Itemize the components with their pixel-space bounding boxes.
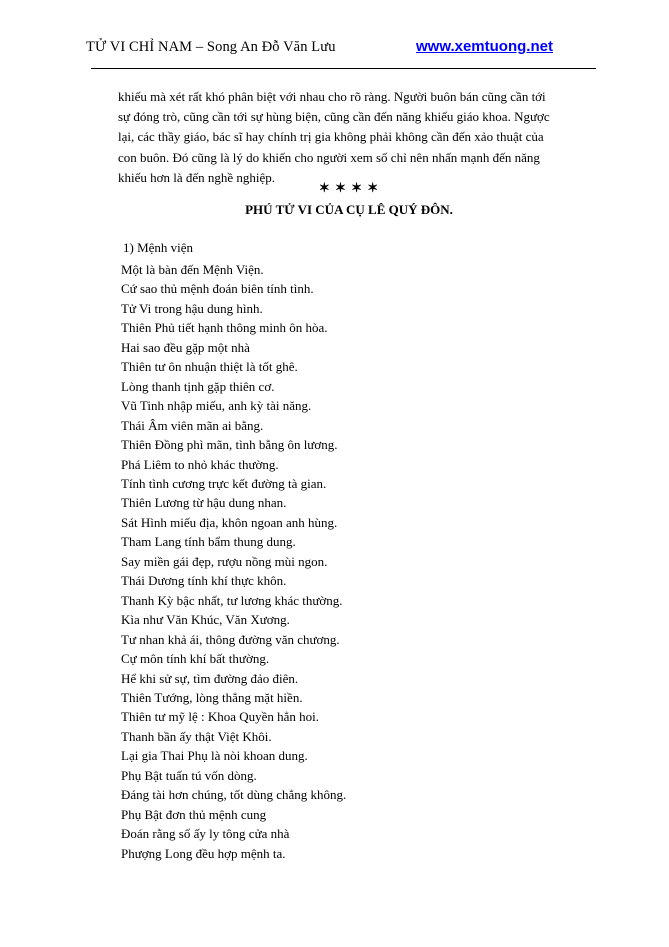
poem-line: Cự môn tính khí bất thường. (121, 651, 270, 667)
poem-line: Sát Hình miếu địa, khôn ngoan anh hùng. (121, 514, 338, 530)
poem-line: Hai sao đều gặp một nhà (121, 339, 250, 355)
poem-line: Phá Liêm to nhỏ khác thường. (121, 456, 279, 472)
poem-line: Thiên tư mỹ lệ : Khoa Quyền hẳn hoi. (121, 709, 320, 725)
section-heading: 1) Mệnh viện (123, 240, 194, 255)
intro-paragraph (118, 87, 580, 188)
poem-line: Thanh bần ấy thật Việt Khôi. (121, 728, 272, 744)
intro-line: sự đóng trò, cũng cần tới sự hùng biện, cũng cần đến năng khiếu giáo khoa. Ngược (118, 109, 550, 125)
poem-line: Tư nhan khả ái, thông đường văn chương. (121, 631, 340, 647)
poem-line: Cứ sao thủ mệnh đoán biên tính tình. (121, 281, 314, 297)
poem-line: Thiên Lương từ hậu dung nhan. (121, 495, 287, 511)
intro-line: khiếu hơn là đến nghề nghiệp. (118, 169, 276, 185)
intro-line: con buôn. Đó cũng là lý do khiến cho người xem số chỉ nên nhấn mạnh đến năng (118, 149, 540, 165)
poem-line: Say miền gái đẹp, rượu nồng mùi ngon. (121, 553, 328, 569)
poem-line: Đoán rằng số ấy ly tông cửa nhà (121, 826, 290, 842)
poem-line: Kìa như Văn Khúc, Văn Xương. (121, 612, 290, 628)
poem-line: Thanh Kỳ bậc nhất, tư lương khác thường. (121, 592, 343, 608)
poem-line: Thiên Phủ tiết hạnh thông minh ôn hòa. (121, 320, 328, 336)
header-divider (91, 68, 596, 69)
poem-line: Đáng tài hơn chúng, tốt dùng chẳng không. (121, 787, 347, 803)
header-title: TỬ VI CHỈ NAM – Song An Đỗ Văn Lưu (86, 39, 336, 55)
poem-line: Phụ Bật tuấn tú vốn dòng. (121, 767, 257, 783)
poem-verse-list (121, 260, 581, 863)
website-link[interactable]: www.xemtuong.net (416, 38, 553, 55)
poem-line: Một là bàn đến Mệnh Viện. (121, 262, 264, 277)
poem-line: Tính tình cương trực kết đường tà gian. (121, 475, 327, 491)
poem-line: Thiên Tướng, lòng thẳng mặt hiền. (121, 689, 303, 705)
poem-line: Phụ Bật đơn thủ mệnh cung (121, 806, 267, 822)
poem-line: Thái Dương tính khí thực khôn. (121, 573, 287, 589)
poem-line: Thiên Đồng phì mãn, tình bằng ôn lương. (121, 437, 338, 453)
poem-line: Lại gia Thai Phụ là nòi khoan dung. (121, 748, 308, 764)
poem-line: Thái Âm viên mãn ai bằng. (121, 417, 264, 433)
poem-line: Thiên tư ôn nhuận thiệt là tốt ghê. (121, 359, 298, 375)
poem-line: Vũ Tinh nhập miếu, anh kỳ tài năng. (121, 398, 312, 414)
poem-line: Tử Vi trong hậu dung hình. (121, 300, 263, 316)
poem-line: Phượng Long đều hợp mệnh ta. (121, 845, 286, 861)
poem-line: Lòng thanh tịnh gặp thiên cơ. (121, 378, 275, 394)
page-header (86, 39, 596, 59)
poem-line: Tham Lang tính bẩm thung dung. (121, 534, 296, 550)
poem-line: Hể khi sử sự, tìm đường đảo điên. (121, 670, 299, 686)
intro-line: khiếu mà xét rất khó phân biệt với nhau cho rõ ràng. Người buôn bán cũng cần tới (118, 89, 546, 104)
intro-line: lại, các thầy giáo, bác sĩ hay chính trị gia không phải không cần đến xảo thuật của (118, 129, 544, 145)
poem-title: PHÚ TỬ VI CỦA CỤ LÊ QUÝ ĐÔN. (245, 202, 453, 217)
star-separator: ✶ ✶ ✶ ✶ (318, 180, 380, 195)
